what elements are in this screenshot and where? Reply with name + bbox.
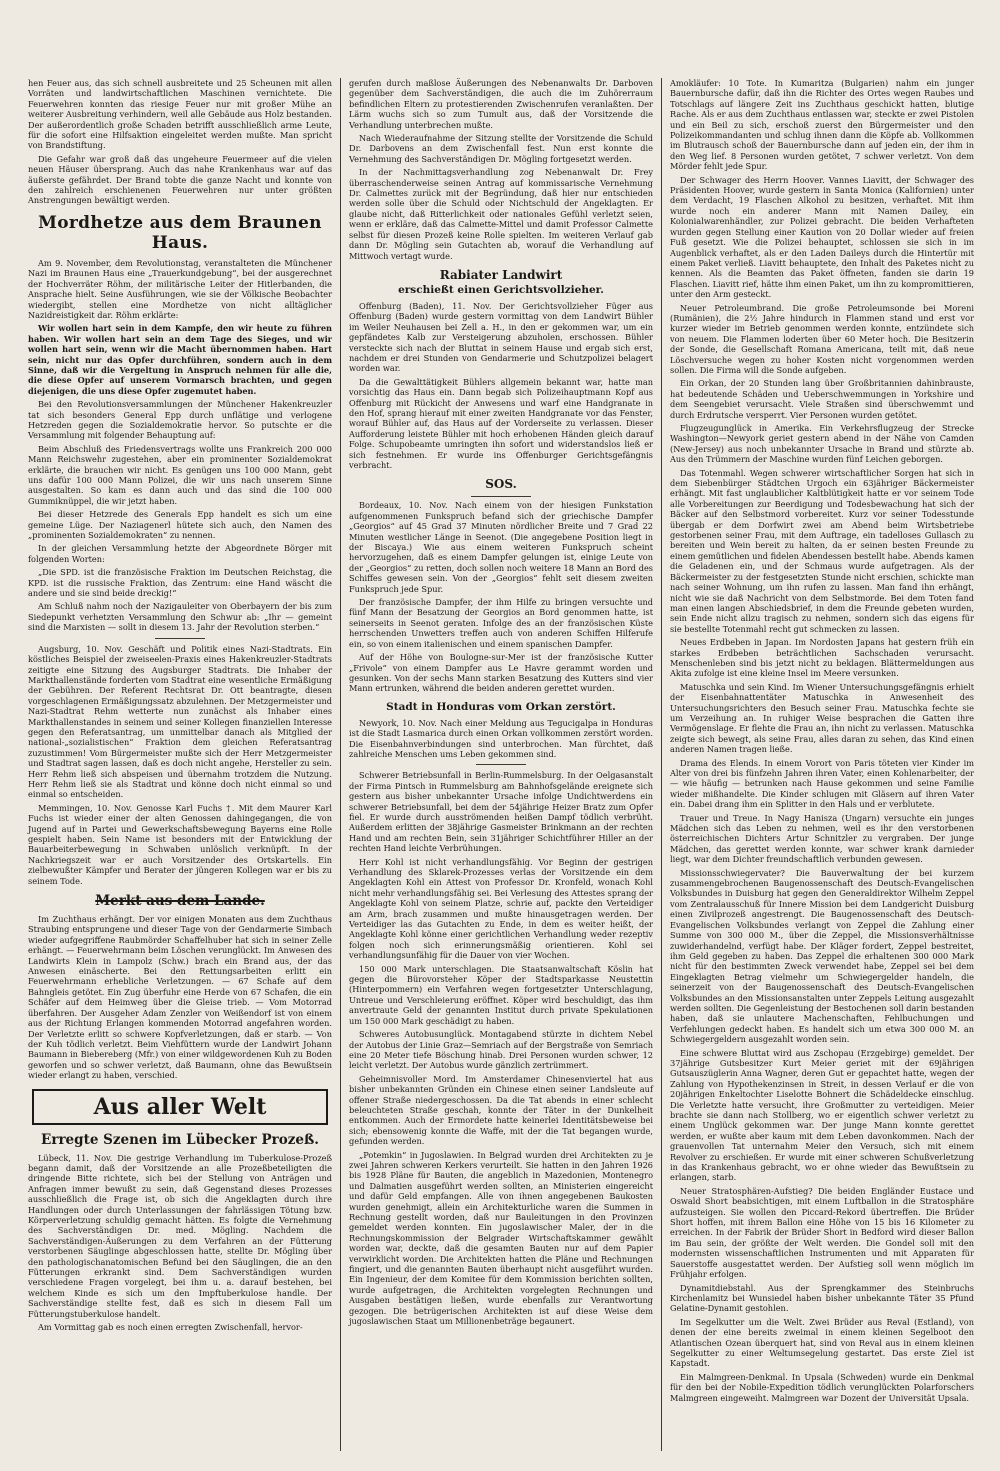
article-petroleumbrand: Neuer Petroleumbrand. Die große Petroleumsonde bei Moreni (Rumänien), die 2½ Jahre hindurch in Flammen stand und erst vor kurzer wieder im Betrieb genommen werden konnte, entzündete sich von neuem. Die Flammen loderten über 60 Meter hoch. Die Besitzerin der Sonde, die Gesellschaft Romana Americana, teilt mit, daß neue Löschversuche wegen zu hoher Kosten nicht vorgenommen werden sollen. Die Firma will die Sonde aufgeben. (670, 302, 974, 375)
headline-luebecker-prozess: Erregte Szenen im Lübecker Prozeß. (41, 1131, 319, 1148)
article-mordhetze-intro: Am 9. November, dem Revolutionstag, veranstalteten die Münchener Nazi im Braunen Haus eine „Trauerkundgebung“, bei der ausgerechnet der Hochverräter Röhm, der militärische Leiter der Hitlerbanden, die Ansprache hielt. Seine Ausführungen, wie sie der Völkische Beobachter wiedergibt, stellen eine Mordhetze von nicht alltäglicher Nazidreistigkeit dar. Röhm erklärte: (28, 257, 332, 320)
headline-lande: Merkt aus dem Lande. (95, 893, 265, 910)
article-memmingen: Memmingen, 10. Nov. Genosse Karl Fuchs †. Mit dem Maurer Karl Fuchs ist wieder einer der alten Genossen dahingegangen, die von Jugend auf in Partei und Gewerkschaftsbewegung Bayerns eine Rolle gespielt haben. Sein Name ist besonders mit der Entwicklung der Bauarbeiterbewegung in Schwaben unlöslich verknüpft. In der Nachkriegszeit war er auch Vorsitzender des Ortskartells. Ein zielbewußter Kämpfer und Berater der jüngeren Kollegen war er bis zu seinem Tode. (28, 802, 332, 886)
article-boulogne: Auf der Höhe von Boulogne-sur-Mer ist der französische Kutter „Frivole“ von einem Dampfer aus Le Havre gerammt worden und gesunken. Von der sechs Mann starken Besatzung des Kutters sind vier Mann ertrunken, während die beiden anderen gerettet wurden. (349, 652, 653, 694)
article-mordhetze-epp: Bei den Revolutionsversammlungen der Münchener Hakenkreuzler tat sich besonders General Epp durch unflätige und verlogene Hetzreden gegen die Sozialdemokratie hervor. So putschte er die Versammlung mit folgender Behauptung auf: (28, 399, 332, 441)
article-segelkutter: Im Segelkutter um die Welt. Zwei Brüder aus Reval (Estland), von denen der eine bereits zweimal in einem kleinen Segelboot den Atlantischen Ozean überquert hat, sind von Reval aus in einem kleinen Segelkutter zu einer Weltumsegelung gestartet. Das erste Ziel ist Kapstadt. (670, 1316, 974, 1369)
headline-landwirt-line1: Rabiater Landwirt (439, 267, 563, 282)
article-stratosphaere: Neuer Stratosphären-Aufstieg? Die beiden Engländer Eustace und Oswald Short beabsichtigen, mit einem Luftballon in die Stratosphäre aufzusteigen. Sie wollen den Piccard-Rekord übertreffen. Die Brüder Short hoffen, mit ihrem Ballon eine Höhe von 15 bis 16 Kilometer zu erreichen. In der Fabrik der Brüder Short in Bedford wird dieser Ballon im Bau sein, der größte der Welt werden. Die Gondel soll mit den modernsten wissenschaftlichen Instrumenten und mit Apparaten für Sauerstoffe ausgestattet werden. Der Aufstieg soll wenn möglich im Frühjahr erfolgen. (670, 1185, 974, 1280)
article-fire-continued: hen Feuer aus, das sich schnell ausbreitete und 25 Scheunen mit allen Vorräten und landwirtschaftlichen Maschinen vernichtete. Die Feuerwehren konnten das riesige Feuer nur mit großer Mühe an weiterer Ausbreitung verhindern, weil alle Gebäude aus Holz bestanden. Der außerordentlich große Schaden betrifft ausschließlich arme Leute, für die sofort eine Hilfsaktion eingeleitet werden mußte. Man spricht von Brandstiftung. (28, 78, 332, 151)
article-matuschka: Matuschka und sein Kind. Im Wiener Untersuchungsgefängnis erhielt der Eisenbahnattentäter Matuschka in Anwesenheit des Untersuchungsrichters den Besuch seiner Frau. Matuschka fechte sie um Verzeihung an. In ruhiger Weise besprachen die Gatten ihre Vermögenslage. Er flehte die Frau an, ihn nicht zu verlassen. Matuschka zeigte sich bewegt, als seine Frau, alles daran zu sehen, das Kind einen anderen Namen tragen ließe. (670, 681, 974, 755)
headline-mordhetze: Mordhetze aus dem Braunen Haus. (38, 212, 322, 253)
article-flugzeug: Flugzeugunglück in Amerika. Ein Verkehrsflugzeug der Strecke Washington—Newyork geriet gestern abend in der Nähe von Camden (New-Jersey) aus noch unbekannter Ursache in Brand und stürzte ab. Aus den Trümmern der Maschine wurden fünf Leichen geborgen. (670, 423, 974, 465)
article-kohl: Herr Kohl ist nicht verhandlungsfähig. Vor Beginn der gestrigen Verhandlung des Sklarek-Prozesses verlas der Vorsitzende ein dem Angeklagten Kohl ein Attest von Professor Dr. Kronfeld, wonach Kohl nicht mehr verhandlungsfähig sei. Bei Verlesung des Attestes sprang der Angeklagte Kohl von seinem Platze, schrie auf, packte den Verteidiger am Arm, brach zusammen und mußte hinausgetragen werden. Der Verteidiger las das Gutachten zu Ende, in dem es weiter heißt, der Angeklagte Kohl könne einer gerichtlichen Verhandlung weder rezeptiv folgen noch sich erinnerungsmäßig orientieren. Kohl sei verhandlungsunfähig für die Dauer von vier Wochen. (349, 856, 653, 961)
article-trauer: Trauer und Treue. In Nagy Hanisza (Ungarn) versuchte ein junges Mädchen sich das Leben zu nehmen, weil es ihr den verstorbenen österreichischen Dichters Artur Schnitzler zu vergraben. Der junge Mädchen, das gerettet werden konnte, war schwer krank darnieder liegt, war dem Dichter freundschaftlich verbunden gewesen. (670, 812, 974, 865)
article-orkan: Ein Orkan, der 20 Stunden lang über Großbritannien dahinbrauste, hat bedeutende Schäden und Ueberschwemmungen in Yorkshire und dem Seengebiet verursacht. Viele Straßen sind überschwemmt und durch Erdrutsche versperrt. Vier Personen wurden getötet. (670, 378, 974, 420)
article-luebeck-wiederaufnahme: Nach Wiederaufnahme der Sitzung stellte der Vorsitzende die Schuld Dr. Darbovens an dem Zwischenfall fest. Nun erst konnte die Vernehmung des Sachverständigen Dr. Mögling fortgesetzt werden. (349, 133, 653, 164)
article-mordhetze-luege: Bei dieser Hetzrede des Generals Epp handelt es sich um eine gemeine Lüge. Der Naziagenerl hütete sich auch, den Namen des „prominenten Sozialdemokraten“ zu nennen. (28, 509, 332, 541)
headline-sos: SOS. (485, 477, 517, 492)
article-mordhetze-boerger-quote: „Die SPD. ist die französische Fraktion im Deutschen Reichstag, die KPD. ist die russische Fraktion, das Zentrum: eine Hand wäscht die andere und sie sind beide dreckig!“ (28, 567, 332, 599)
headline-landwirt-line2: erschießt einen Gerichtsvollzieher. (398, 283, 604, 296)
article-hoover: Der Schwager des Herrn Hoover. Vannes Liavitt, der Schwager des Präsidenten Hoover, wurde gestern in Santa Monica (Kalifornien) unter dem Verdacht, 19 Flaschen Alkohol zu besitzen, verhaftet. Mit ihm wurde noch ein anderer Mann mit Namen Dailey, ein Kolonialwarenhändler, zur Polizei gebracht. Die beiden Verhafteten wurden gegen Stellung einer Kaution von 20 Dollar wieder auf freien Fuß gesetzt. Wie die Polizei behauptet, schlossen sie sich in im Augenblick verhaftet, als er den Laden Daileys durch die Hintertür mit einem Paket verließ. Liavitt behauptete, den Inhalt des Paketes nicht zu kennen. Als die Beamten das Paket öffneten, fanden sie darin 19 Flaschen. Liavitt rief, hätte ihm einen Paket, um ihn zu kompromittieren, unter den Arm gesteckt. (670, 174, 974, 300)
article-luebeck: Lübeck, 11. Nov. Die gestrige Verhandlung im Tuberkulose-Prozeß begann damit, daß der Vorsitzende an alle Prozeßbeteiligten die dringende Bitte richtete, sich bei der Stellung von Anträgen und Anfragen immer bewußt zu sein, daß Gegenstand dieses Prozesses ausschließlich die Frage ist, ob sich die Angeklagten durch ihre Handlungen oder durch Unterlassungen der fahrlässigen Tötung bzw. Körperverletzung schuldig gemacht hätten. Es folgte die Vernehmung des Sachverständigen Dr. med. Mögling. Nachdem die Sachverständigen-Äußerungen zu dem Verfahren an der Fütterung verstorbenen Säuglinge abgeschlossen hatte, stellte Dr. Mögling über den pathologischanatomischen Befund bei den Säuglingen, die an den Fütterungen erkrankt sind. Dem Sachverständigen wurden verschiedene Fragen vorgelegt, bei ihm u. a. darauf bestehen, bei welchem Kinde es sich um den Impftuberkulose handle. Der Sachverständige stellte fest, daß es sich in diesem Fall um Fütterungstuberkulose handelt. (28, 1152, 332, 1319)
section-box-aus-aller-welt: Aus aller Welt (32, 1089, 328, 1125)
article-mission: Missionsschwiegervater? Die Bauverwaltung der bei kurzem zusammengebrochenen Baugenossenschaft des Deutsch-Evangelischen Volksbundes in Duisburg hat gegen den Generaldirektor Wilhelm Zeppel vom Zentralausschuß für Innere Mission bei dem Landgericht Duisburg einen Zivilprozeß angestrengt. Die Baugenossenschaft des Deutsch-Evangelischen Volksbundes verlangt von Zeppel die Zahlung einer Summe von 300 000 M., über die Zeppel, die Missionsverhältnisse zuwiderhandelnd, verfügt habe. Der Kläger fordert, Zeppel bestreitet, ihm Geld gegeben zu haben. Das Zeppel die erhaltenen 300 000 Mark nicht für den bestimmten Zweck verwendet habe, Zeppel sei bei dem Eingeklagten Betrag vielmehr um Schwiegergelder handeln, die seinerzeit von der Baugenossenschaft des Deutsch-Evangelischen Volksbundes an den Missionsanstalten unter Zeppels Leitung ausgezahlt werden sollten. Die Gegenleistung der Bestochenen soll darin bestanden haben, daß sie unlautere Machenschaften, Fehlbuchungen und Verfehlungen gedeckt haben. Es handelt sich um etwa 300 000 M. an Schwiegergeldern ausgezahlt worden sein. (670, 867, 974, 1045)
divider (155, 638, 205, 639)
article-augsburg: Augsburg, 10. Nov. Geschäft und Politik eines Nazi-Stadtrats. Ein köstliches Beispiel der zweiseelen-Praxis eines Hakenkreuzler-Stadtrats zeitigte eine Sitzung des Augsburger Stadtrats. Die Inhaber der Markthallenstände forderten vom Stadtrat eine wesentliche Ermäßigung der Gebühren. Der Referent Rechtsrat Dr. Ott beantragte, diesen vorgeschlagenen Ermäßigungssatz abzulehnen. Der Metzgermeister und Nazi-Stadtrat Rehm wetterte nun zunächst als Inhaber eines Markthallenstandes in seinem und seiner Kollegen finanziellen Interesse gegen den Referatsantrag, um unmittelbar danach als Mitglied der national-„sozialistischen“ Fraktion dem gleichen Referatsantrag zuzustimmen! Vom Bürgermeister mußte sich der Herr Metzgermeister und Stadtrat sagen lassen, daß es doch nicht angehe, Hersteller zu sein. Herr Rehm ließ sich abspeisen und übernahm trotzdem die Nutzung. Herr Rehm ließ sie als Stadtrat und könne doch nicht einmal so und einmal so entscheiden. (28, 643, 333, 800)
headline-honduras: Stadt in Honduras vom Orkan zerstört. (386, 700, 616, 713)
column-left (20, 78, 340, 1451)
article-offenburg-festnahme: Da die Gewalttätigkeit Bühlers allgemein bekannt war, hatte man vorsichtig das Haus ein. Dann begab sich Polizeihauptmann Kopf aus Offenburg mit Rückicht der Anwesens und warf eine Handgranate in den Hof, sprang hierauf mit einer zweiten Handgranate vor das Fenster, worauf Bühler auf, das Haus auf der Vorderseite zu verlassen. Dieser Aufforderung leistete Bühler mit hoch erhobenen Händen gleich darauf Folge. Schupobeamte umringten ihn sofort und widerstandslos ließ er sich festnehmen. Er wurde ins Offenburger Gerichtsgefängnis verbracht. (349, 376, 653, 470)
article-mordhetze-boerger: In der gleichen Versammlung hetzte der Abgeordnete Börger mit folgenden Worten: (28, 543, 332, 564)
article-bordeaux: Bordeaux, 10. Nov. Nach einem von der hiesigen Funkstation aufgenommenen Funkspruch befand sich der griechische Dampfer „Georgios“ auf 45 Grad 37 Minuten nördlicher Breite und 7 Grad 22 Minuten westlicher Länge in Seenot. (Die angegebene Position liegt in der Biscaya.) Wie aus einem weiteren Funkspruch scheint hervorzugehen, daß es einem Dampfer gelungen ist, einige Leute von der „Georgios“ zu retten, doch sollen noch weitere 18 Mann an Bord des Schiffes gewesen sein. Von der „Georgios“ fehlt seit diesem zweiten Funkspruch jede Spur. (349, 500, 653, 594)
article-totenmahl: Das Totenmahl. Wegen schwerer wirtschaftlicher Sorgen hat sich in dem Siebenbürger Städtchen Urgoch ein 63jähriger Bäckermeister erhängt. Mit fast unglaublicher Kaltblütigkeit hatte er vor seinem Tode alle Vorbereitungen zur Beerdigung und Todesbewachung hat sich der Bäcker auf den Selbstmord vorbereitet. Kurz vor seiner Todesstunde übergab er dem Dorfwirt zwei am Abend beim Wirtsbetriebe gestorbenen seiner Frau, mit dem Auftrage, ein tadelloses Gullasch zu bereiten und Wein bereit zu halten, da er seinen besten Freunde zu einem gemütlichen und fidelen Abendessen bestellt habe. Abends kamen die Geladenen ein, und der Schmaus wurde aufgetragen. Als der Bäckermeister zu der festgesetzten Stunde nicht erschien, schickte man nach seiner Wohnung, um ihn rufen zu lassen. Man fand ihn erhängt, nicht wie sie daß Nachricht von dem Selbstmorde. Bei dem Toten fand man einen langen Abschiedsbrief, in dem die Freunde gebeten wurden, sein Ende nicht allzu tragisch zu nehmen, sondern sich das eigens für sie bestellte Totenmahl recht gut schmecken zu lassen. (670, 467, 974, 634)
article-lande: Im Zuchthaus erhängt. Der vor einigen Monaten aus dem Zuchthaus Straubing entsprungene und dieser Tage von der Gendarmerie Simbach wieder aufgegriffene Raubmörder Schaffelhuber hat sich in seiner Zelle erhängt. — Feuerwehrmann beim Löschen verunglückt. Im Anwesen des Landwirts Klein in Lampolz (Schw.) brach ein Brand aus, der das Anwesen einäscherte. Bei den Rettungsarbeiten erlitt ein Feuerwehrmann erhebliche Verletzungen. — 67 Schafe auf dem Bahngleis getötet. Ein Zug überfuhr eine Herde von 67 Schafen, die ein Schäfer auf dem Heimweg über die Gleise trieb. — Vom Motorrad überfahren. Der Ausgeher Adam Zenzler von Weißendorf ist von einem aus der Richtung Erlangen kommenden Motorrad angefahren worden. Der Verletzte erlitt so schwere Kopfverletzungen, daß er starb. — Von der Kuh tödlich verletzt. Beim Viehfüttern wurde der Landwirt Johann Baumann in Biebereberg (Mfr.) von einer wildgewordenen Kuh zu Boden geworfen und so schwer verletzt, daß Baumann, ohne das Bewußtsein wieder erlangt zu haben, verschied. (28, 914, 332, 1081)
article-mordhetze-schwur: Am Schluß nahm noch der Nazigauleiter von Oberbayern der bis zum Siedepunkt verhetzten Versammlung den Schwur ab: „Ihr — gemeint sind die Marxisten — sollt in diesem 13. Jahr der Revolution sterben.“ (28, 601, 332, 633)
article-autobus: Schweres Autobusunglück. Montagabend stürzte in dichtem Nebel der Autobus der Linie Graz—Semriach auf der Bergstraße von Semriach eine 20 Meter tiefe Böschung hinab. Drei Personen wurden schwer, 12 leicht verletzt. Der Autobus wurde gänzlich zertrümmert. (349, 1029, 653, 1071)
article-erdbeben: Neues Erdbeben in Japan. Im Nordosten Japans hat gestern früh ein starkes Erdbeben beträchtlichen Sachschaden verursacht. Menschenleben sind bis jetzt nicht zu beklagen. Blättermeldungen aus Akita zufolge ist eine kleine Insel im Meere versunken. (670, 637, 974, 679)
article-malmgreen: Ein Malmgreen-Denkmal. In Upsala (Schweden) wurde ein Denkmal für den bei der Nobile-Expedition tödlich verunglückten Polarforschers Malmgreen eingeweiht. Malmgreen war Dozent der Universität Upsala. (670, 1371, 974, 1403)
article-elend: Drama des Elends. In einem Vorort von Paris töteten vier Kinder im Alter von drei bis fünfzehn Jahren ihren Vater, einen Kohlenarbeiter, der — wie häufig — betrunken nach Hause gekommen und seine Familie wieder mißhandelte. Die Kinder schlugen mit Gläsern auf ihren Vater ein. Dabei drang ihm ein Splitter in den Hals und er verblutete. (670, 757, 974, 810)
article-luebeck-vormittag: Am Vormittag gab es noch einen erregten Zwischenfall, hervor- (38, 1322, 303, 1333)
article-mordhetze-quote-roehm: Wir wollen hart sein in dem Kampfe, den wir heute zu führen haben. Wir wollen hart sein an dem Tage des Sieges, und wir wollen hart sein, wenn wir die Macht übernommen haben. Hart sein, nicht nur das Opfer durchführen, sondern auch in dem Sinne, daß wir die Vergeltung in Anspruch nehmen für alle die, die diese Opfer auf unserem Vormarsch brachten, und gegen diejenigen, die uns diese Opfer zugemutet haben. (28, 323, 332, 396)
article-mord: Geheimnisvoller Mord. Im Amsterdamer Chinesenviertel hat aus bisher unbekannten Gründen ein Chinese einen seiner Landsleute auf offener Straße niedergeschossen. Da die Tat abends in einer schlecht beleuchteten Straße geschah, konnte der Täter in der Dunkelheit entkommen. Auch der Ermordete hatte keinerlei Identitätsbeweise bei sich; ebensowenig konnte die Waffe, mit der die Tat begangen wurde, gefunden werden. (349, 1073, 653, 1147)
article-potemkin: „Potemkin“ in Jugoslawien. In Belgrad wurden drei Architekten zu je zwei Jahren schweren Kerkers verurteilt. Sie hatten in den Jahren 1926 bis 1928 Pläne für Bauten, die angeblich in Mazedonien, Montenegro und Dalmatien ausgeführt werden sollten, an Ministerien eingereicht und dafür Geld empfangen. Alle von ihnen angegebenen Baukosten wurden genehmigt, allein ein Architekturliche waren die Summen in Rechnung gestellt worden, daß nur Bauleitungen in den Provinzen gemeldet werden konnten. Ein jugoslawischer Maler, der in die Rechnungskommission der Belgrader Wirtschaftskammer gewählt worden war, deckte, daß die gesamten Bauten nur auf dem Papier verwirklicht worden. Die Architekten hatten die Pläne und Rechnungen fingiert, und die genannten Bauten überhaupt nicht ausgeführt wurden. Ein Ingenieur, der dem Komitee für dem Kommission berichten sollten, wurde aufgetragen, die Architekten vorgelegten Rechnungen und Ausgaben bestätigen ließen, wurde ebenfalls zur Verantwortung gezogen. Die betrügerischen Architekten ist auf diese Weise dem jugoslawischen Staat um Millionenbeträge begaunert. (349, 1149, 653, 1327)
divider (476, 764, 526, 765)
article-dynamit: Dynamitdiebstahl. Aus der Sprengkammer des Steinbruchs Kirchenlamitz bei Wunsiedel haben bisher unbekannte Täter 35 Pfund Gelatine-Dynamit gestohlen. (670, 1282, 974, 1314)
column-middle (340, 78, 661, 1451)
divider (471, 496, 531, 497)
article-koeslin: 150 000 Mark unterschlagen. Die Staatsanwaltschaft Köslin hat gegen die Bürovorsteher Köper der Stadtsparkasse Neustettin (Hinterpommern) ein Verfahren wegen fortgesetzter Unterschlagung, Untreue und Verschleierung eröffnet. Köper wird beschuldigt, das ihm anvertraute Geld der genannten Institut durch private Spekulationen um 150 000 Mark geschädigt zu haben. (349, 963, 653, 1026)
column-layout (20, 78, 982, 1451)
article-fire-paragraph: Die Gefahr war groß daß das ungeheure Feuermeer auf die vielen neuen Häuser übersprang. Auch das nahe Krankenhaus war auf das äußerste gefährdet. Der Brand tobte die ganze Nacht und konnte von den zahlreich erschienenen Feuerwehren nur unter größten Anstrengungen bewältigt werden. (28, 153, 332, 206)
article-bluttat: Eine schwere Bluttat wird aus Zschopau (Erzgebirge) gemeldet. Der 37jährige Gutsbesitzer Kurt Meier geriet mit der 69jährigen Gutsauszüglerin Anna Wagner, deren Gut er gepachtet hatte, wegen der Zahlung von Hypothekenzinsen in Streit, in dessen Verlauf er die von 20jährigen Enkeltochter Liselotte Bohnert die Schädeldecke einschlug. Die Verletzte hatte versucht, ihre Großmutter zu verteidigen. Meier brachte sie dann nach Stollberg, wo er eigentlich schwer verletzt zu einem Unglück gekommen war. Der junge Mann konnte gerettet werden, er wußte aber kaum mit dem Leben davonkommen. Nach der grauenvollen Tat unternahm Meier den Versuch, sich mit einem Revolver zu erschießen. Er wurde mit einer schweren Schußverletzung in das Krankenhaus gebracht, wo er ohne wieder das Bewußtsein zu erlangen, starb. (670, 1047, 974, 1183)
article-luebeck-nachmittag: In der Nachmittagsverhandlung zog Nebenanwalt Dr. Frey überraschenderweise seinen Antrag auf kommissarische Vernehmung Dr. Calmettes zurück mit der Begründung, daß hier nur entschieden werden solle über die Schuld oder Nichtschuld der Angeklagten. Er glaube nicht, daß Ritterlichkeit oder nationales Gefühl verletzt seien, wenn er erkläre, daß das Calmette-Mittel und damit Professor Calmette selbst für diesen Prozeß keine Rolle spielten. Im weiteren Verlauf gab dann Dr. Mögling sein Gutachten ab, worauf die Verhandlung auf Mittwoch vertagt wurde. (349, 167, 653, 261)
article-newyork: Newyork, 10. Nov. Nach einer Meldung aus Tegucigalpa in Honduras ist die Stadt Lasmarica durch einen Orkan vollkommen zerstört worden. Die Eisenbahnverbindungen sind unterbrochen. Man fürchtet, daß zahlreiche Menschen ums Leben gekommen sind. (349, 717, 653, 759)
column-right (661, 78, 982, 1451)
article-amoklaeufer: Amokläufer: 10 Tote. In Kumaritza (Bulgarien) nahm ein junger Bauernbursche dafür, daß ihn die Richter des Ortes wegen Raubes und Totschlags auf längere Zeit ins Zuchthaus geschickt hatten, blutige Rache. Als er aus dem Zuchthaus entlassen war, steckte er zwei Pistolen und ein Beil zu sich, erschoß zuerst den Bürgermeister und den Polizeikommandanten und schlug ihnen dann die Köpfe ab. Vollkommen im Blutrausch schoß der Bauernbursche dann auf jeden ein, der ihm in den Weg lief. 8 Personen wurden getötet, 7 schwer verletzt. Von dem Mörder fehlt jede Spur. (670, 78, 974, 172)
article-rummelsburg: Schwerer Betriebsunfall in Berlin-Rummelsburg. In der Oelgasanstalt der Firma Pintsch in Rummelsburg am Bahnhofsgelände ereignete sich gestern aus bisher unbekannter Ursache infolge Undichtwerdens ein schwerer Betriebsunfall, bei dem der 54jährige Heizer Bratz zum Opfer fiel. Er wurde durch ausströmenden heißen Dampf tödlich verbrüht. Außerdem erlitten der 38jährige Gasmeister Brinkmann an der rechten Hand und am rechten Bein, sein 31jähriger Schichtführer Hiller an der rechten Hand leichte Verbrühungen. (349, 770, 653, 854)
article-offenburg: Offenburg (Baden), 11. Nov. Der Gerichtsvollzieher Füger aus Offenburg (Baden) wurde gestern vormittag von dem Landwirt Bühler im Weiler Neuhausen bei Zell a. H., in den er gekommen war, um ein gepfändetes Kalb zur Versteigerung abzuholen, erschossen. Bühler versteckte sich nach der Bluttat in seinem Hause und ergab sich erst, nachdem er drei Stunden von Gendarmerie und Schutzpolizei belagert worden war. (349, 300, 653, 374)
article-bordeaux-dampfer: Der französische Dampfer, der ihm Hilfe zu bringen versuchte und fünf Mann der Besatzung der Georgios an Bord genommen hatte, ist seinerseits in Seenot geraten. Infolge des an der französischen Küste herrschenden Unwetters treffen auch von anderen Schiffen Hilferufe ein, so von einem italienischen und einem spanischen Dampfer. (349, 597, 653, 649)
article-mordhetze-epp-quote: Beim Abschluß des Friedensvertrags wollte uns Frankreich 200 000 Mann Reichswehr zugestehen, aber ein prominenter Sozialdemokrat erklärte, die brauchen wir nicht. Es genügen uns 100 000 Mann, gebt uns dafür 100 000 Mann Polizei, die wir uns nach unserem Sinne ausgestalten. So kam es dann auch und das sind die 100 000 Gummiknüppel, die wir jetzt haben. (28, 443, 332, 506)
article-luebeck-continued: gerufen durch maßlose Äußerungen des Nebenanwalts Dr. Darboven gegenüber dem Sachverständigen, die auch die im Zuhörerraum befindlichen Eltern zu protestierenden Zwischenrufen veranlaßten. Der Lärm wuchs sich so zum Tumult aus, daß der Vorsitzende die Verhandlung unterbrechen mußte. (349, 78, 653, 130)
